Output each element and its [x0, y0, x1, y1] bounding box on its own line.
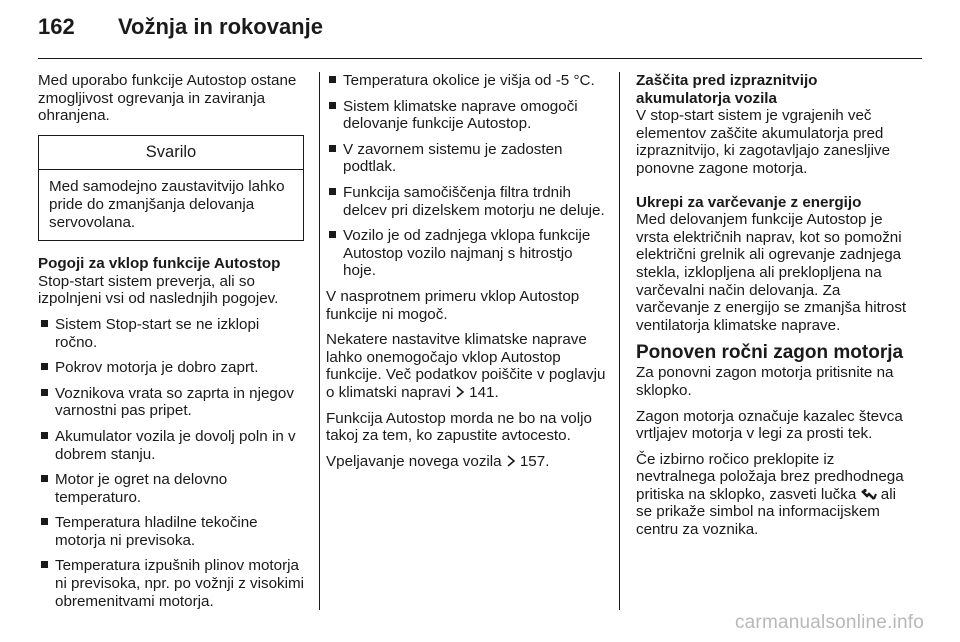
- list-item: Motor je ogret na delovno temperaturo.: [38, 471, 304, 506]
- warning-text: Med samodejno zaustavitvijo lahko pride do zmanjšanja delovanja servovolana.: [49, 178, 285, 231]
- conditions-intro: Stop-start sistem preverja, ali so izpolnjeni vsi od naslednjih pogojev.: [38, 272, 279, 308]
- restart-paragraph-2: Zagon motorja označuje kazalec števca vrtljajev motorja v legi za prosti tek.: [636, 407, 903, 443]
- bullet-icon: [329, 102, 336, 109]
- bullet-icon: [41, 475, 48, 482]
- climate-paragraph: Nekatere nastavitve klimatske naprave lahko onemogočajo vklop Autostop funkcije. Več podatkov poiščite v poglavju o klimatski napravi 141.: [326, 331, 606, 401]
- bullet-icon: [41, 518, 48, 525]
- restart-paragraph-3: Če izbirno ročico preklopite iz nevtralnega položaja brez predhodnega pritiska na sklopko, zasveti lučka ali se prikaže simbol na informacijskem centru za voznika.: [636, 450, 904, 539]
- column-divider-2: [619, 72, 620, 610]
- running-in-paragraph: Vpeljavanje novega vozila 157.: [326, 452, 550, 470]
- restart-paragraph-1: Za ponovni zagon motorja pritisnite na sklopko.: [636, 364, 894, 399]
- list-item: Voznikova vrata so zaprta in njegov varnostni pas pripet.: [38, 385, 304, 420]
- battery-paragraph: V stop-start sistem je vgrajenih več elementov zaščite akumulatorja pred izpraznitvijo, ki zagotavljajo zanesljive ponovne zagone motorja.: [636, 107, 891, 177]
- conditions-list-2: [326, 72, 606, 280]
- header-rule: [38, 58, 922, 59]
- bullet-icon: [329, 145, 336, 152]
- bullet-icon: [329, 188, 336, 195]
- column-3: [636, 72, 908, 547]
- bullet-icon: [41, 561, 48, 568]
- page-reference-icon: [455, 385, 465, 397]
- bullet-icon: [41, 432, 48, 439]
- watermark: carmanualsonline.info: [734, 612, 924, 633]
- page-reference-link[interactable]: 157.: [519, 452, 550, 470]
- conditions-heading: Pogoji za vklop funkcije Autostop: [38, 255, 281, 273]
- list-item: Pokrov motorja je dobro zaprt.: [38, 359, 304, 377]
- column-1: [38, 72, 304, 618]
- list-item: Sistem Stop-start se ne izklopi ročno.: [38, 316, 304, 351]
- list-item: Funkcija samočiščenja filtra trdnih delcev pri dizelskem motorju ne deluje.: [326, 184, 606, 219]
- column-2: [326, 72, 606, 478]
- motorway-paragraph: Funkcija Autostop morda ne bo na voljo takoj za tem, ko zapustite avtocesto.: [326, 409, 592, 445]
- warning-title: Svarilo: [39, 136, 303, 171]
- page-number: 162: [38, 14, 75, 39]
- saving-heading: Ukrepi za varčevanje z energijo: [636, 193, 862, 211]
- page-reference-link[interactable]: 141.: [469, 383, 499, 401]
- list-item: Vozilo je od zadnjega vklopa funkcije Autostop vozilo najmanj s hitrostjo hoje.: [326, 227, 606, 280]
- bullet-icon: [41, 363, 48, 370]
- list-item: V zavornem sistemu je zadosten podtlak.: [326, 141, 606, 176]
- tachometer-warning-icon: [861, 487, 877, 499]
- bullet-icon: [329, 231, 336, 238]
- bullet-icon: [41, 389, 48, 396]
- page-title: Vožnja in rokovanje: [118, 14, 323, 39]
- bullet-icon: [329, 76, 336, 83]
- list-item: Temperatura hladilne tekočine motorja ni previsoka.: [38, 514, 304, 549]
- saving-paragraph: Med delovanjem funkcije Autostop je vrsta električnih naprav, kot so pomožni električni grelnik ali ogrevanje zadnjega stekla, izklopljena ali preklopljena na varčevalni način delovanja. Za varčevanje z energijo se zmanjša hitrost ventilatorja klimatske naprave.: [636, 211, 907, 334]
- list-item: Temperatura okolice je višja od -5 °C.: [326, 72, 606, 90]
- page-reference-icon: [506, 454, 516, 466]
- conditions-list-1: [38, 316, 304, 610]
- battery-heading: Zaščita pred izpraznitvijo akumulatorja vozila: [636, 72, 818, 107]
- list-item: Akumulator vozila je dovolj poln in v dobrem stanju.: [38, 428, 304, 463]
- list-item: Sistem klimatske naprave omogoči delovanje funkcije Autostop.: [326, 98, 606, 133]
- fallback-paragraph: V nasprotnem primeru vklop Autostop funkcije ni mogoč.: [326, 287, 580, 323]
- intro-paragraph: Med uporabo funkcije Autostop ostane zmogljivost ogrevanja in zaviranja ohranjena.: [38, 72, 297, 125]
- page-header: [38, 14, 323, 54]
- column-divider-1: [319, 72, 320, 610]
- bullet-icon: [41, 320, 48, 327]
- list-item: Temperatura izpušnih plinov motorja ni previsoka, npr. po vožnji z visokimi obremenitvami motorja.: [38, 557, 304, 610]
- restart-heading: Ponoven ročni zagon motorja: [636, 342, 904, 364]
- warning-box: [38, 135, 304, 241]
